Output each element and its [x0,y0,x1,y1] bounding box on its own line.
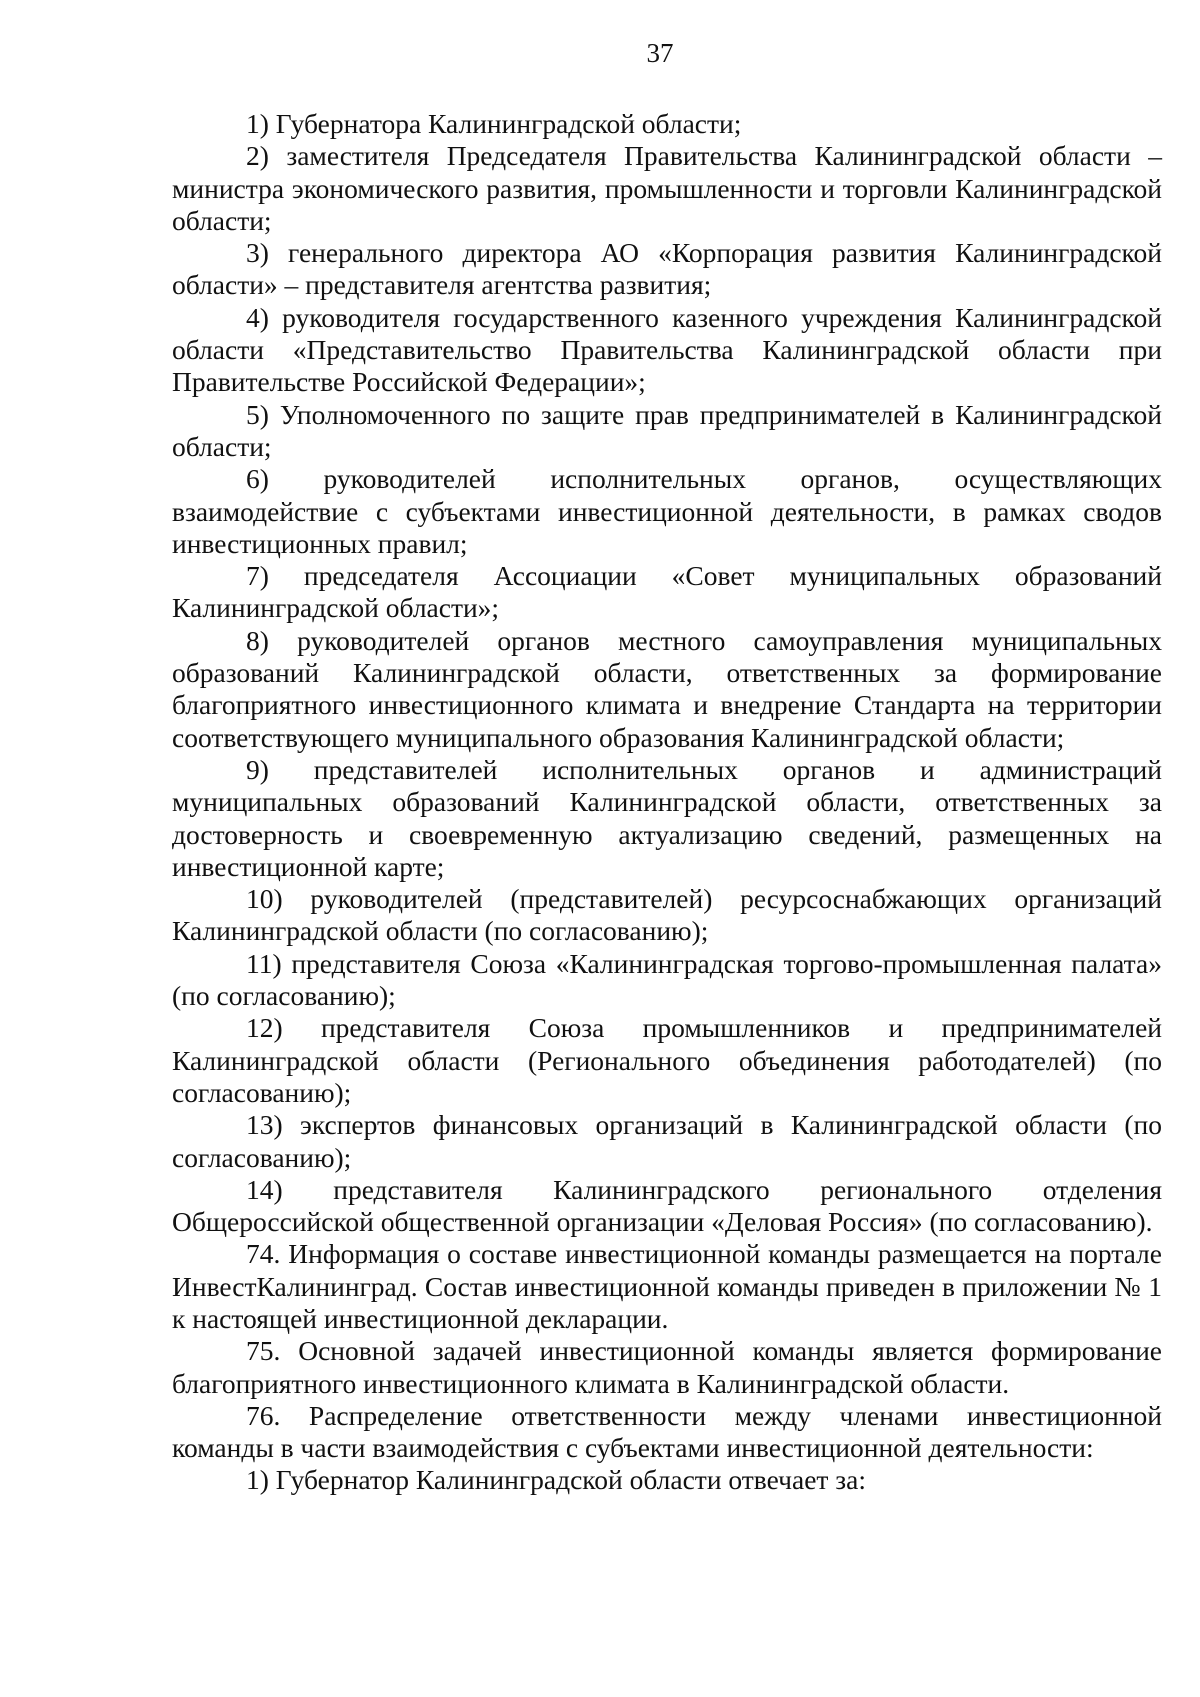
paragraph: 10) руководителей (представителей) ресурсоснабжающих организаций Калининградской области (по согласованию); [172,883,1162,947]
paragraph: 1) Губернатор Калининградской области отвечает за: [246,1464,866,1496]
document-body [172,108,1162,1497]
paragraph: 11) представителя Союза «Калининградская торгово-промышленная палата» (по согласованию); [172,947,1162,1012]
paragraph: 5) Уполномоченного по защите прав предпринимателей в Калининградской области; [172,398,1162,462]
paragraph: 1) Губернатора Калининградской области; [246,108,742,139]
paragraph: 9) представителей исполнительных органов и администраций муниципальных образований Калининградской области, ответственных за достоверность и своевременную актуализацию сведений, размещенных на инвестиционной карте; [172,753,1162,882]
page-number: 37 [646,38,674,68]
paragraph: 4) руководителя государственного казенного учреждения Калининградской области «Представительство Правительства Калининградской области при Правительстве Российской Федерации»; [172,301,1162,398]
paragraph: 76. Распределение ответственности между членами инвестиционной команды в части взаимодействия с субъектами инвестиционной деятельности: [172,1399,1162,1464]
paragraph: 7) председателя Ассоциации «Совет муниципальных образований Калининградской области»; [172,560,1162,624]
paragraph: 14) представителя Калининградского регионального отделения Общероссийской общественной организации «Деловая Россия» (по согласованию). [172,1173,1162,1238]
paragraph: 3) генерального директора АО «Корпорация развития Калининградской области» – представителя агентства развития; [172,237,1162,301]
paragraph: 75. Основной задачей инвестиционной команды является формирование благоприятного инвестиционного климата в Калининградской области. [172,1335,1162,1399]
paragraph: 12) представителя Союза промышленников и предпринимателей Калининградской области (Регионального объединения работодателей) (по согласованию); [172,1012,1162,1108]
paragraph: 2) заместителя Председателя Правительства Калининградской области – министра экономического развития, промышленности и торговли Калининградской области; [172,140,1162,236]
paragraph: 8) руководителей органов местного самоуправления муниципальных образований Калининградской области, ответственных за формирование благоприятного инвестиционного климата и внедрение Стандарта на территории соответствующего муниципального образования Калининградской области; [172,624,1162,753]
paragraph: 74. Информация о составе инвестиционной команды размещается на портале ИнвестКалининград. Состав инвестиционной команды приведен в приложении № 1 к настоящей инвестиционной декларации. [172,1238,1162,1334]
paragraph: 6) руководителей исполнительных органов, осуществляющих взаимодействие с субъектами инвестиционной деятельности, в рамках сводов инвестиционных правил; [172,463,1162,559]
paragraph: 13) экспертов финансовых организаций в Калининградской области (по согласованию); [172,1109,1162,1173]
